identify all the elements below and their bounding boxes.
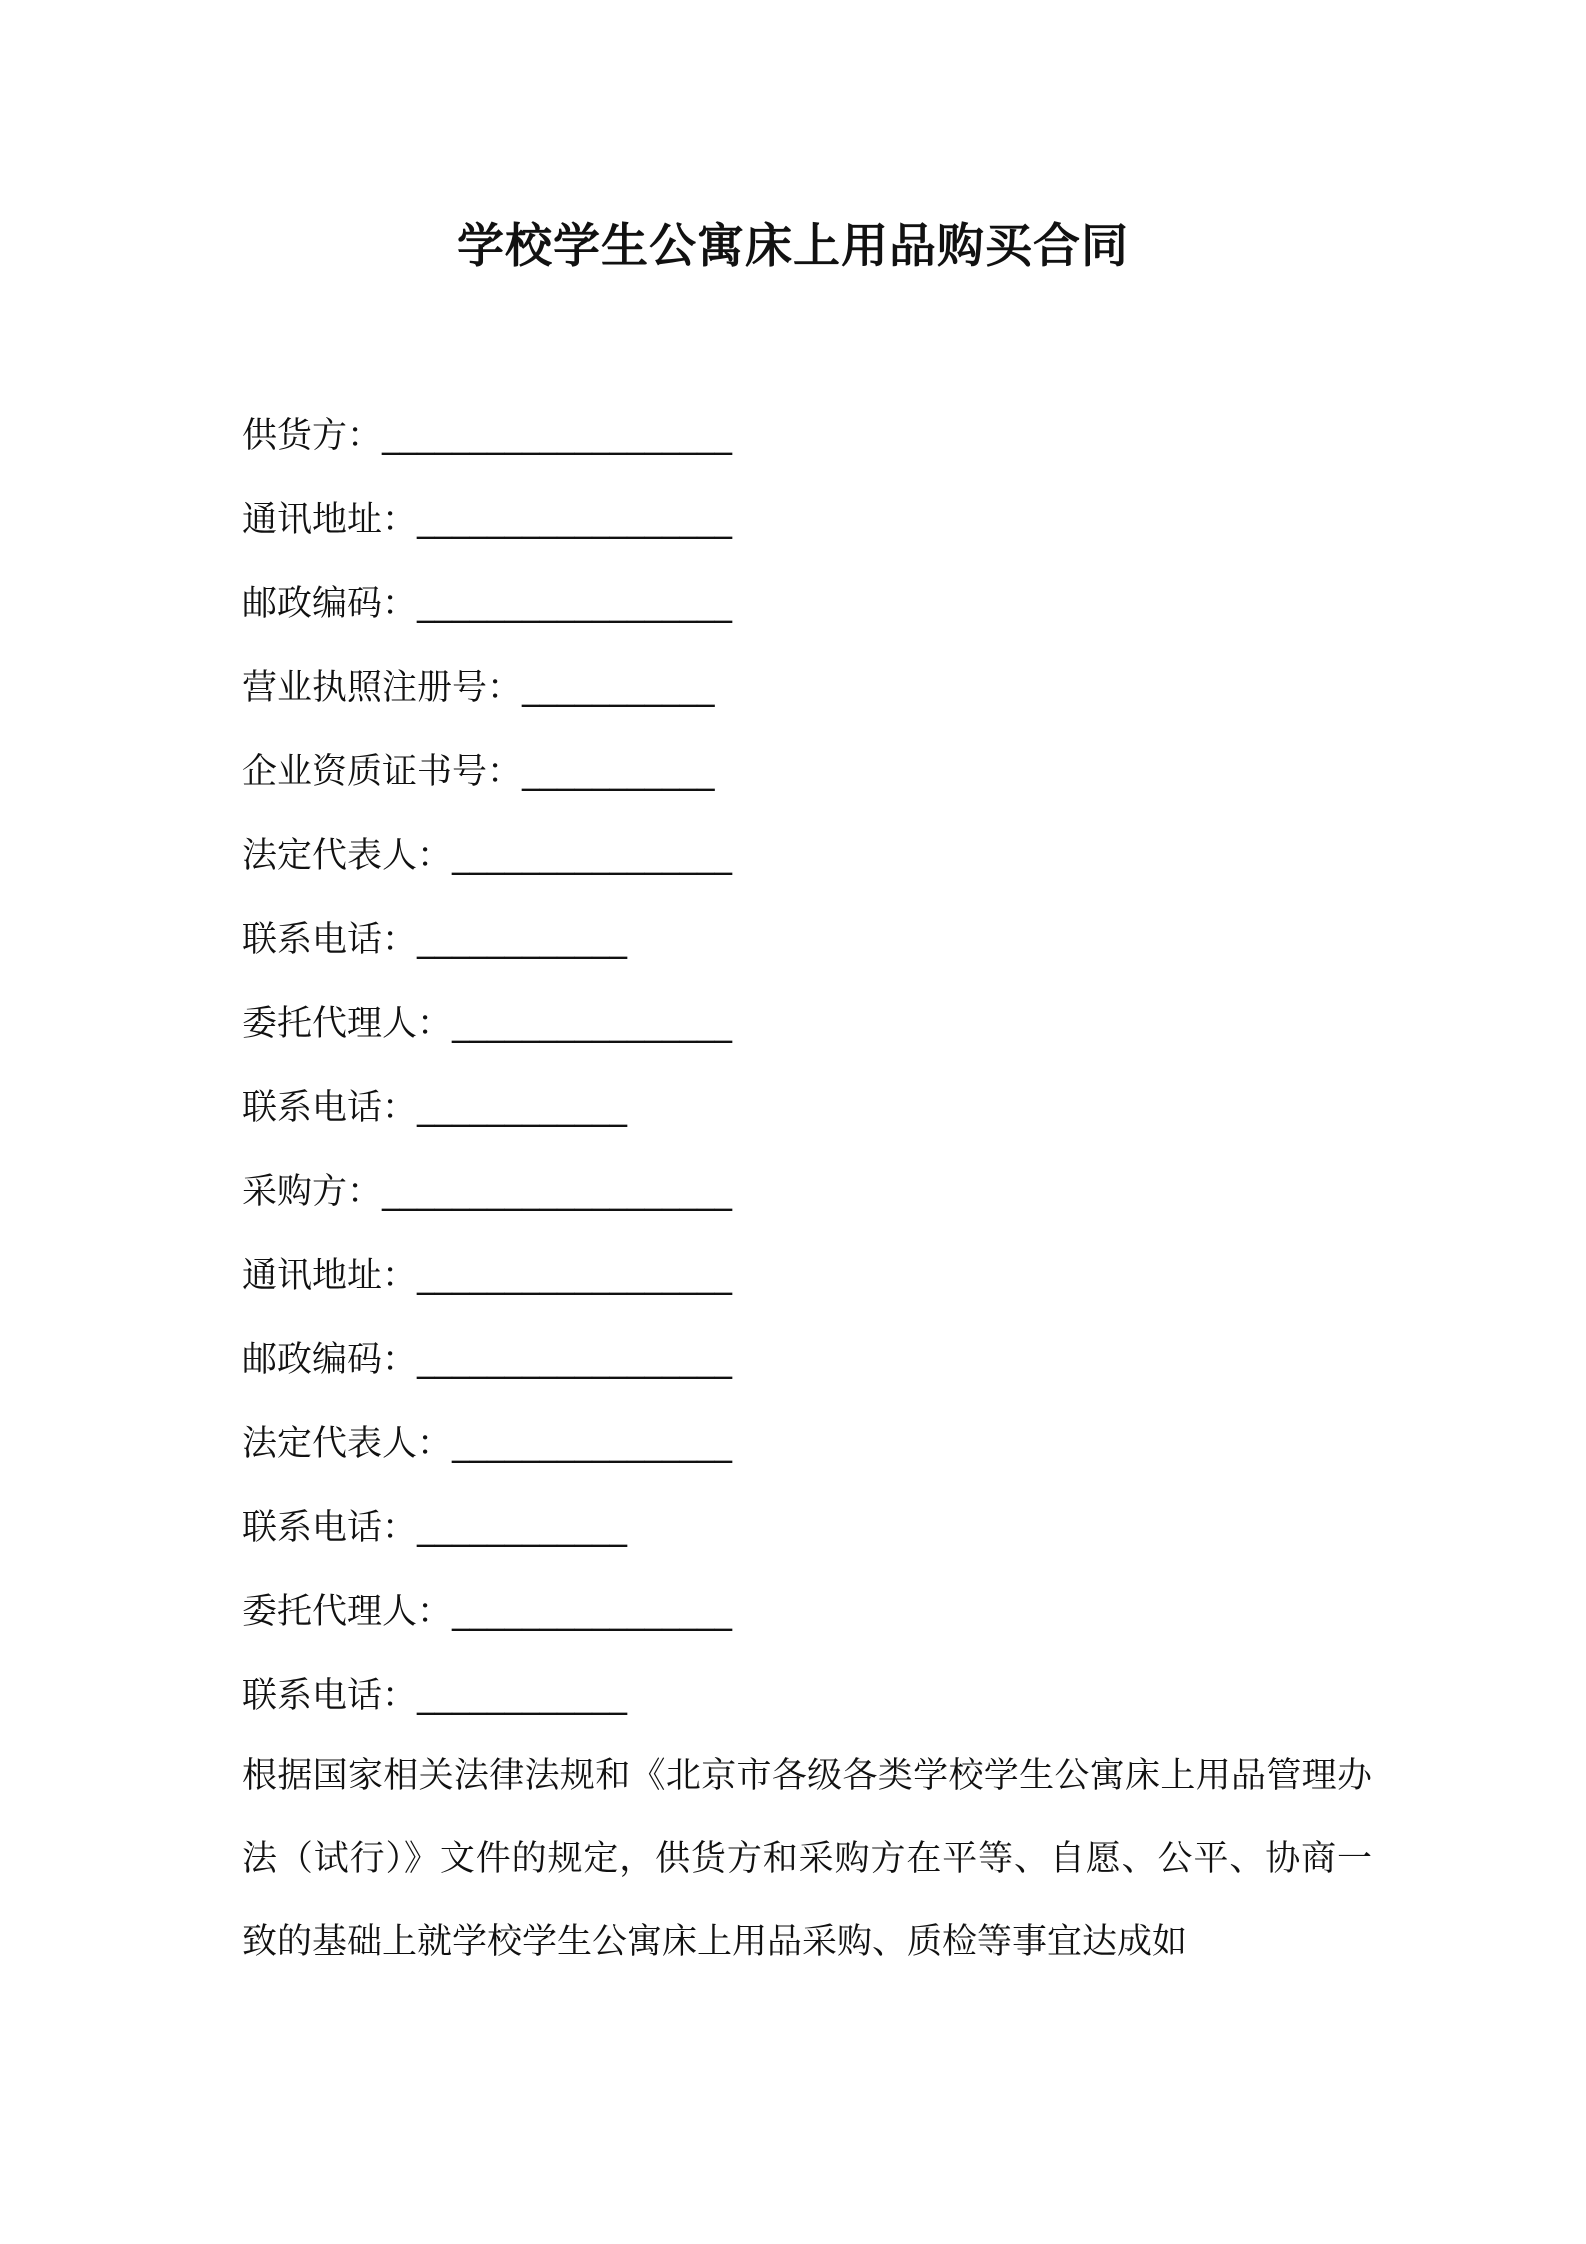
field-label: 联系电话： <box>242 1088 418 1128</box>
field-label: 通讯地址： <box>242 500 418 540</box>
field-blank: ____________ <box>417 1676 628 1716</box>
purchaser-field <box>242 1159 1392 1243</box>
field-label: 采购方： <box>242 1172 383 1212</box>
contract-title: 学校学生公寓床上用品购买合同 <box>457 219 1129 274</box>
supplier-field <box>242 403 1392 487</box>
field-label: 联系电话： <box>242 1508 418 1548</box>
business-license-field <box>242 655 1392 739</box>
field-label: 委托代理人： <box>242 1004 453 1044</box>
field-blank: ____________________ <box>382 416 733 456</box>
field-blank: __________________ <box>417 1256 733 1296</box>
party-info-fields <box>242 403 1392 1747</box>
purchaser-address-field <box>242 1243 1392 1327</box>
supplier-agent-phone-field <box>242 1075 1392 1159</box>
field-blank: ________________ <box>452 1004 733 1044</box>
field-blank: ________________ <box>452 836 733 876</box>
field-blank: __________________ <box>417 500 733 540</box>
field-blank: ____________________ <box>382 1172 733 1212</box>
supplier-address-field <box>242 487 1392 571</box>
field-label: 营业执照注册号： <box>242 668 523 708</box>
supplier-phone-field <box>242 907 1392 991</box>
field-label: 邮政编码： <box>242 584 418 624</box>
purchaser-postcode-field <box>242 1327 1392 1411</box>
supplier-postcode-field <box>242 571 1392 655</box>
field-blank: ___________ <box>522 752 715 792</box>
field-label: 法定代表人： <box>242 1424 453 1464</box>
field-blank: __________________ <box>417 1340 733 1380</box>
field-label: 邮政编码： <box>242 1340 418 1380</box>
field-blank: __________________ <box>417 584 733 624</box>
field-label: 委托代理人： <box>242 1592 453 1632</box>
supplier-legal-rep-field <box>242 823 1392 907</box>
field-blank: ________________ <box>452 1592 733 1632</box>
field-label: 企业资质证书号： <box>242 752 523 792</box>
field-blank: ____________ <box>417 920 628 960</box>
field-label: 联系电话： <box>242 1676 418 1716</box>
field-label: 供货方： <box>242 416 383 456</box>
field-blank: ________________ <box>452 1424 733 1464</box>
supplier-agent-field <box>242 991 1392 1075</box>
field-label: 通讯地址： <box>242 1256 418 1296</box>
contract-preamble-paragraph: 根据国家相关法律法规和《北京市各级各类学校学生公寓床上用品管理办法（试行）》文件的规定，供货方和采购方在平等、自愿、公平、协商一致的基础上就学校学生公寓床上用品采购、质检等事宜达成如 <box>242 1756 1372 1962</box>
field-label: 法定代表人： <box>242 836 453 876</box>
field-blank: ___________ <box>522 668 715 708</box>
purchaser-phone-field <box>242 1495 1392 1579</box>
purchaser-legal-rep-field <box>242 1411 1392 1495</box>
field-blank: ____________ <box>417 1088 628 1128</box>
purchaser-agent-field <box>242 1579 1392 1663</box>
field-blank: ____________ <box>417 1508 628 1548</box>
field-label: 联系电话： <box>242 920 418 960</box>
qualification-cert-field <box>242 739 1392 823</box>
